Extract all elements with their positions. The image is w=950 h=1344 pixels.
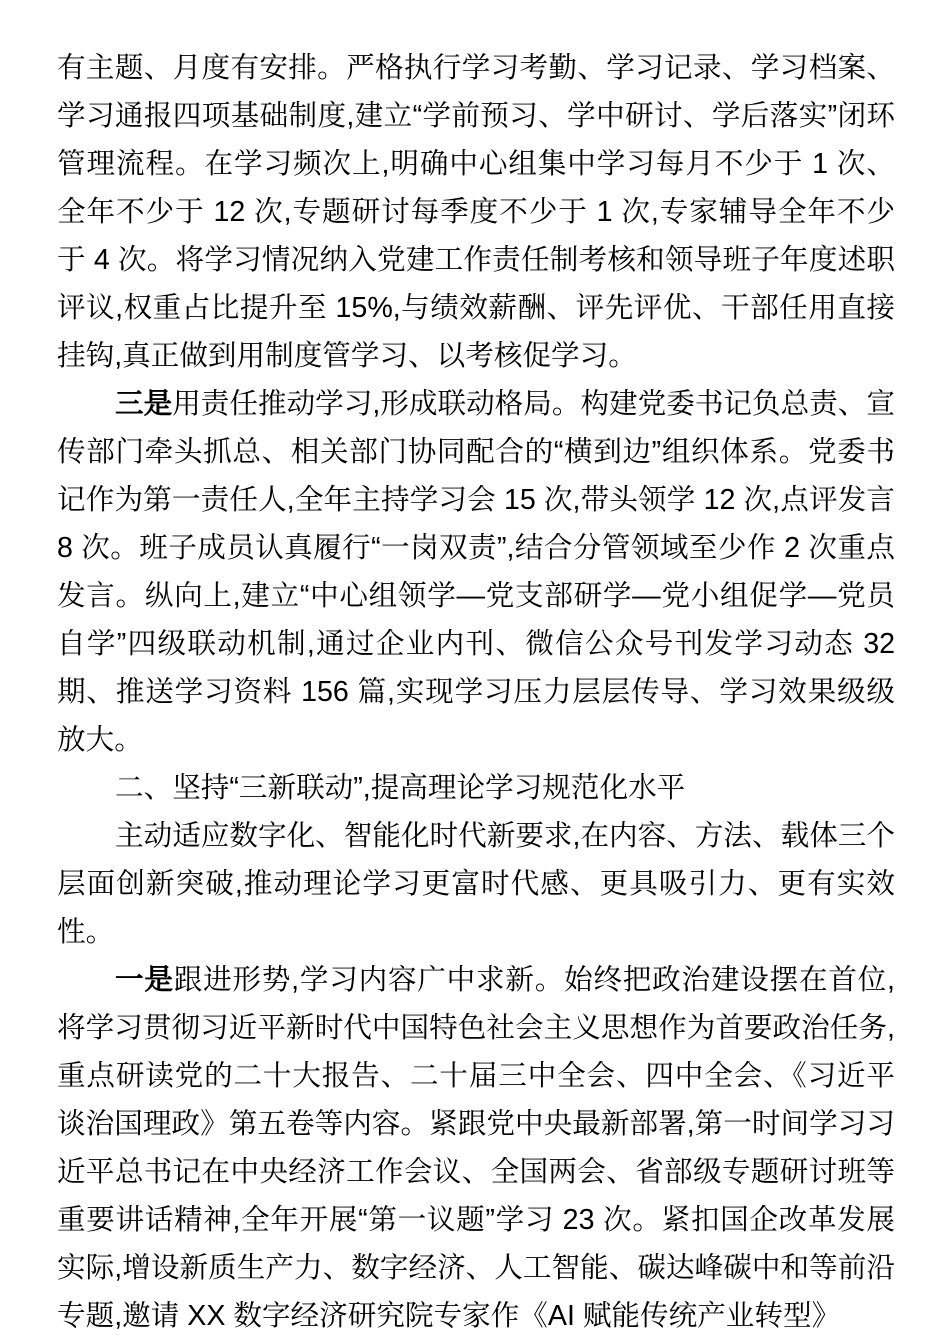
paragraph-lead-marker: 三是 [115, 388, 173, 420]
paragraph-lead-marker: 一是 [115, 964, 174, 996]
document-body [57, 44, 895, 1340]
paragraph-text: 跟进形势,学习内容广中求新。始终把政治建设摆在首位,将学习贯彻习近平新时代中国特色社会主义思想作为首要政治任务,重点研读党的二十大报告、二十届三中全会、四中全会、《习近平谈治国理政》第五卷等内容。紧跟党中央最新部署,第一时间学习习近平总书记在中央经济工作会议、全国两会、省部级专题研讨班等重要讲话精神,全年开展“第一议题”学习 23 次。紧扣国企改革发展实际,增设新质生产力、数字经济、人工智能、碳达峰碳中和等前沿专题,邀请 XX 数字经济研究院专家作《AI 赋能传统产业转型》 [57, 964, 895, 1332]
paragraph-text: 主动适应数字化、智能化时代新要求,在内容、方法、载体三个层面创新突破,推动理论学习更富时代感、更具吸引力、更有实效性。 [57, 820, 895, 948]
paragraph-san-shi-responsibility [57, 380, 895, 764]
paragraph-section-two-intro [57, 812, 895, 956]
paragraph-text: 有主题、月度有安排。严格执行学习考勤、学习记录、学习档案、学习通报四项基础制度,建立“学前预习、学中研讨、学后落实”闭环管理流程。在学习频次上,明确中心组集中学习每月不少于 1 次、全年不少于 12 次,专题研讨每季度不少于 1 次,专家辅导全年不少于 4 次。将学习情况纳入党建工作责任制考核和领导班子年度述职评议,权重占比提升至 15%,与绩效薪酬、评先评优、干部任用直接挂钩,真正做到用制度管学习、以考核促学习。 [57, 52, 895, 372]
paragraph-yi-shi-content [57, 956, 895, 1340]
heading-section-two [57, 764, 895, 812]
heading-text: 二、坚持“三新联动”,提高理论学习规范化水平 [115, 772, 686, 804]
paragraph-text: 用责任推动学习,形成联动格局。构建党委书记负总责、宣传部门牵头抓总、相关部门协同配合的“横到边”组织体系。党委书记作为第一责任人,全年主持学习会 15 次,带头领学 12 次,点评发言 8 次。班子成员认真履行“一岗双责”,结合分管领域至少作 2 次重点发言。纵向上,建立“中心组领学—党支部研学—党小组促学—党员自学”四级联动机制,通过企业内刊、微信公众号刊发学习动态 32 期、推送学习资料 156 篇,实现学习压力层层传导、学习效果级级放大。 [57, 388, 895, 756]
paragraph-system-continued [57, 44, 895, 380]
